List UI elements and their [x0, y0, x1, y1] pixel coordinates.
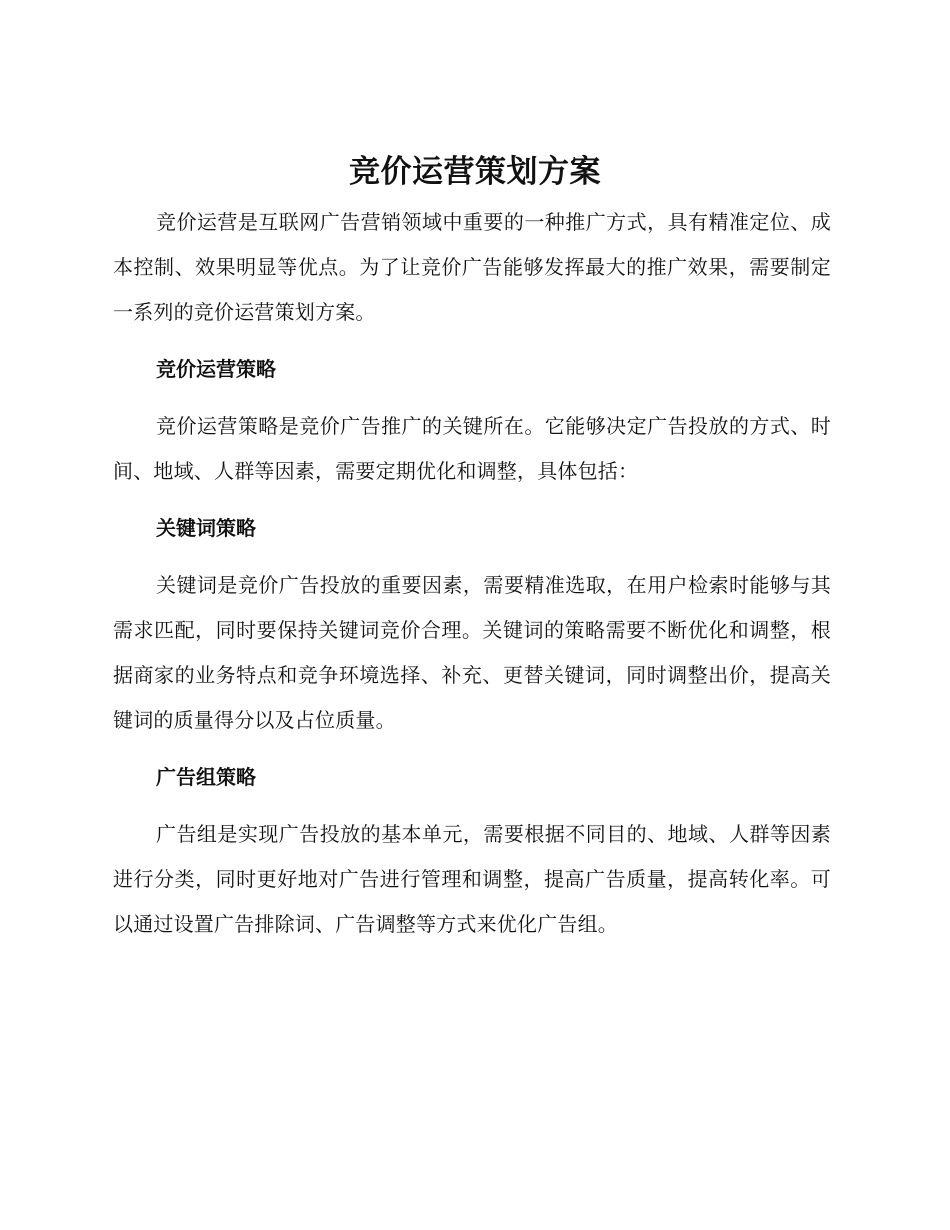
document-title: 竞价运营策划方案	[349, 154, 601, 190]
intro-paragraph: 竞价运营是互联网广告营销领域中重要的一种推广方式，具有精准定位、成本控制、效果明显等优点。为了让竞价广告能够发挥最大的推广效果，需要制定一系列的竞价运营策划方案。	[113, 210, 831, 324]
document-body	[113, 200, 831, 947]
section-heading-bidding-strategy: 竞价运营策略	[156, 357, 276, 381]
section-heading-adgroup-strategy: 广告组策略	[156, 765, 256, 789]
section-heading-keyword-strategy: 关键词策略	[156, 516, 256, 540]
section-paragraph-adgroup-strategy: 广告组是实现广告投放的基本单元，需要根据不同目的、地域、人群等因素进行分类，同时更好地对广告进行管理和调整，提高广告质量，提高转化率。可以通过设置广告排除词、广告调整等方式来优化广告组。	[113, 822, 831, 936]
section-paragraph-keyword-strategy: 关键词是竞价广告投放的重要因素，需要精准选取，在用户检索时能够与其需求匹配，同时要保持关键词竞价合理。关键词的策略需要不断优化和调整，根据商家的业务特点和竞争环境选择、补充、更替关键词，同时调整出价，提高关键词的质量得分以及占位质量。	[113, 573, 831, 732]
section-paragraph-bidding-strategy: 竞价运营策略是竞价广告推广的关键所在。它能够决定广告投放的方式、时间、地域、人群等因素，需要定期优化和调整，具体包括：	[113, 414, 831, 483]
